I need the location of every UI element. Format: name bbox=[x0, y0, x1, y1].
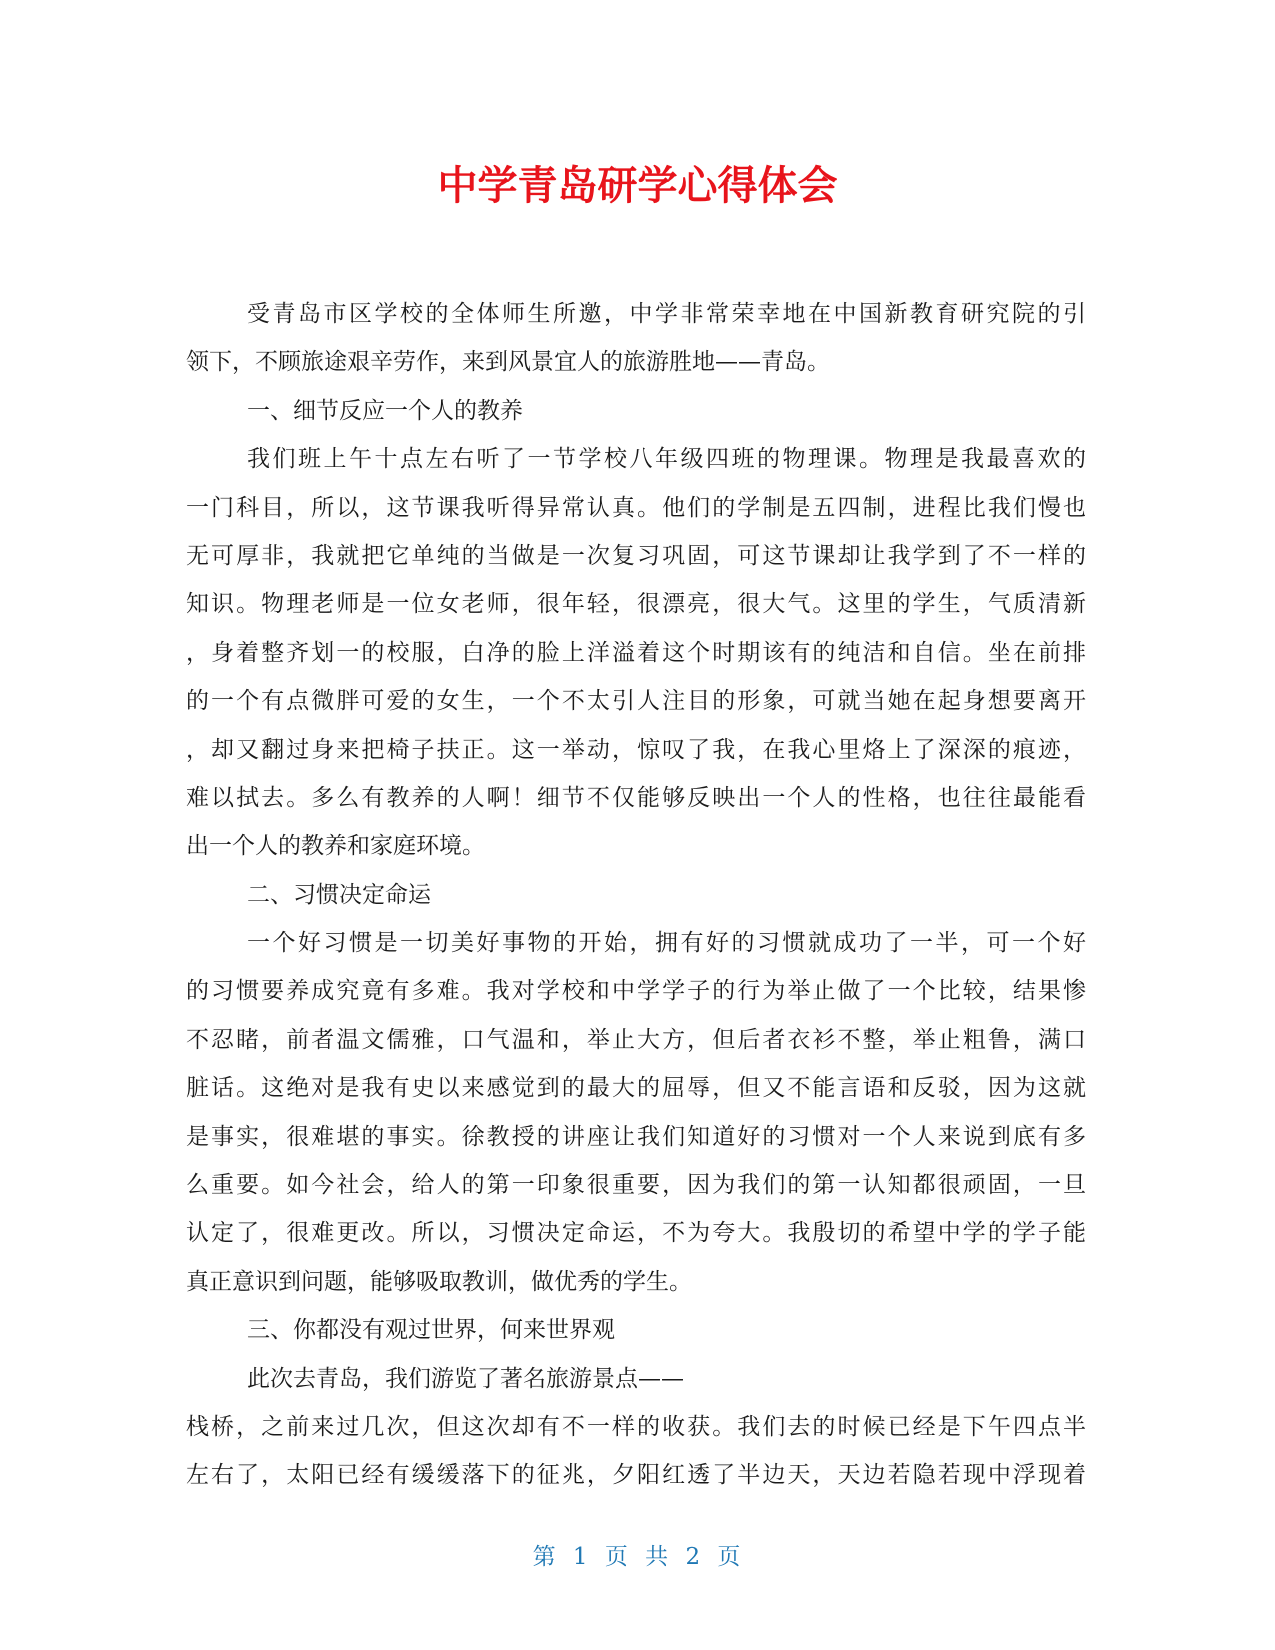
body-line: 左右了，太阳已经有缓缓落下的征兆，夕阳红透了半边天，天边若隐若现中浮现着 bbox=[186, 1462, 1086, 1489]
document-body bbox=[186, 290, 1086, 1500]
body-line: ，身着整齐划一的校服，白净的脸上洋溢着这个时期该有的纯洁和自信。坐在前排 bbox=[186, 639, 1086, 666]
body-line: 受青岛市区学校的全体师生所邀，中学非常荣幸地在中国新教育研究院的引 bbox=[247, 301, 1086, 327]
body-line: 无可厚非，我就把它单纯的当做是一次复习巩固，可这节课却让我学到了不一样的 bbox=[186, 542, 1086, 569]
body-line: 认定了，很难更改。所以，习惯决定命运，不为夸大。我殷切的希望中学的学子能 bbox=[186, 1220, 1086, 1247]
body-line: 不忍睹，前者温文儒雅，口气温和，举止大方，但后者衣衫不整，举止粗鲁，满口 bbox=[186, 1026, 1086, 1053]
body-line: 三、你都没有观过世界，何来世界观 bbox=[247, 1317, 615, 1344]
document-title: 中学青岛研学心得体会 bbox=[437, 163, 838, 209]
body-line: 难以拭去。多么有教养的人啊！细节不仅能够反映出一个人的性格，也往往最能看 bbox=[186, 784, 1086, 811]
body-line: 知识。物理老师是一位女老师，很年轻，很漂亮，很大气。这里的学生，气质清新 bbox=[186, 591, 1086, 618]
body-line: 一门科目，所以，这节课我听得异常认真。他们的学制是五四制，进程比我们慢也 bbox=[186, 494, 1086, 521]
body-line: 我们班上午十点左右听了一节学校八年级四班的物理课。物理是我最喜欢的 bbox=[247, 446, 1086, 473]
body-line: 是事实，很难堪的事实。徐教授的讲座让我们知道好的习惯对一个人来说到底有多 bbox=[186, 1123, 1086, 1150]
body-line: 此次去青岛，我们游览了著名旅游景点—— bbox=[247, 1365, 684, 1392]
body-line: 一、细节反应一个人的教养 bbox=[247, 397, 523, 424]
body-line: 真正意识到问题，能够吸取教训，做优秀的学生。 bbox=[186, 1268, 692, 1295]
body-line: 一个好习惯是一切美好事物的开始，拥有好的习惯就成功了一半，可一个好 bbox=[247, 930, 1086, 957]
body-line: 么重要。如今社会，给人的第一印象很重要，因为我们的第一认知都很顽固，一旦 bbox=[186, 1172, 1086, 1199]
body-line: ，却又翻过身来把椅子扶正。这一举动，惊叹了我，在我心里烙上了深深的痕迹， bbox=[186, 736, 1086, 763]
body-line: 的习惯要养成究竟有多难。我对学校和中学学子的行为举止做了一个比较，结果惨 bbox=[186, 978, 1086, 1005]
body-line: 领下，不顾旅途艰辛劳作，来到风景宜人的旅游胜地——青岛。 bbox=[186, 349, 830, 376]
body-line: 出一个人的教养和家庭环境。 bbox=[186, 833, 485, 860]
body-line: 的一个有点微胖可爱的女生，一个不太引人注目的形象，可就当她在起身想要离开 bbox=[186, 688, 1086, 715]
body-line: 栈桥，之前来过几次，但这次却有不一样的收获。我们去的时候已经是下午四点半 bbox=[186, 1413, 1086, 1440]
body-line: 脏话。这绝对是我有史以来感觉到的最大的屈辱，但又不能言语和反驳，因为这就 bbox=[186, 1075, 1086, 1102]
body-line: 二、习惯决定命运 bbox=[247, 881, 431, 908]
page-footer: 第 1 页 共 2 页 bbox=[532, 1544, 743, 1570]
